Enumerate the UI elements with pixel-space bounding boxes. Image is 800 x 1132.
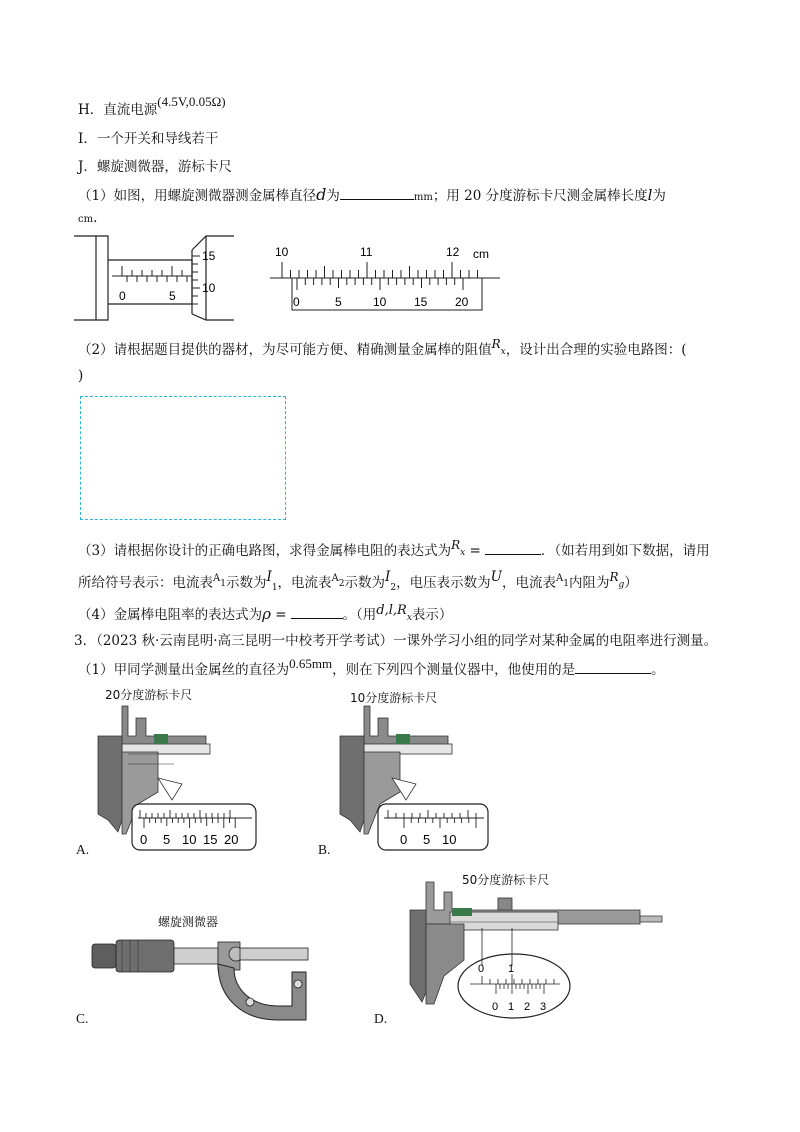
option-d-zoom-top-0: 0 <box>478 963 485 975</box>
q1-end: . <box>93 210 98 226</box>
q3-rg: R <box>609 570 619 584</box>
caliper-figure <box>270 244 505 316</box>
q3-ammeter-a1-2: A <box>555 573 564 584</box>
q1-unit-cm: cm <box>78 214 94 225</box>
caliper-main-label-10: 10 <box>275 245 289 259</box>
q3-u: U <box>490 569 502 585</box>
q3-close: ） <box>624 575 638 591</box>
q3-i1-sub: 1 <box>271 583 278 593</box>
q2-close: ) <box>78 368 84 384</box>
item-h-text: H．直流电源 <box>78 102 158 118</box>
option-a-zoom-label-15: 15 <box>203 832 218 847</box>
option-a-caliper <box>98 704 260 854</box>
q3-rx: R <box>451 538 461 552</box>
caliper-vernier-label-15: 15 <box>414 295 428 309</box>
q3-text-2: ．（如若用到如下数据，请用 <box>540 543 710 559</box>
option-c-micrometer <box>92 928 320 1028</box>
micrometer-main-label-0: 0 <box>119 289 126 303</box>
option-d-zoom-bottom-2: 2 <box>524 1001 531 1013</box>
q4-vars: d,l,R <box>376 603 407 618</box>
q1-text-3: ；用 20 分度游标卡尺测金属棒长度 <box>432 188 648 204</box>
q3-text-a: 所给符号表示：电流表 <box>78 575 213 591</box>
option-d-caption: 50分度游标卡尺 <box>462 873 550 887</box>
q1-var-l: l <box>647 186 653 204</box>
problem3-value: 0.65mm <box>289 656 333 671</box>
micrometer-thimble-label-10: 10 <box>202 281 216 295</box>
q3-text-b: 示数为 <box>225 575 267 591</box>
option-b-caption: 10分度游标卡尺 <box>350 691 438 705</box>
q1-text-1: （1）如图，用螺旋测微器测金属棒直径 <box>78 188 317 204</box>
caliper-main-label-11: 11 <box>360 245 373 259</box>
problem3-text-a: （1）甲同学测量出金属丝的直径为 <box>78 662 290 678</box>
caliper-unit-cm: cm <box>473 247 489 261</box>
q1-line-2[interactable] <box>78 207 97 230</box>
option-b-zoom-label-5: 5 <box>423 832 431 847</box>
q1-line <box>78 185 666 208</box>
option-c-label[interactable]: C. <box>76 1011 89 1026</box>
q3-text-d: 示数为 <box>344 575 386 591</box>
q4-text-1: （4）金属棒电阻率的表达式为 <box>78 607 263 623</box>
q2-text-2: ，设计出合理的实验电路图：( <box>505 342 687 358</box>
q1-text-4: 为 <box>652 188 666 204</box>
q2-text-1: （2）请根据题目提供的器材，为尽可能方便、精确测量金属棒的阻值 <box>78 342 492 358</box>
q3-i1: I <box>266 569 272 585</box>
micrometer-main-label-5: 5 <box>169 289 176 303</box>
q1-text-2: 为 <box>326 188 340 204</box>
q4-vars-sub: x <box>406 613 412 623</box>
q3-text-e: ，电压表示数为 <box>396 575 491 591</box>
problem3-blank[interactable] <box>575 659 651 674</box>
q3-text-1: （3）请根据你设计的正确电路图，求得金属棒电阻的表达式为 <box>78 543 452 559</box>
q3-i2: I <box>385 569 391 585</box>
caliper-main-label-12: 12 <box>446 245 460 259</box>
circuit-answer-box[interactable] <box>80 396 286 520</box>
problem3-title: 3．（2023 秋·云南昆明·高三昆明一中校考开学考试）一课外学习小组的同学对某种金属的电阻率进行测量。 <box>74 633 718 649</box>
option-d-label[interactable]: D. <box>374 1011 388 1026</box>
q3-line-1 <box>78 540 710 566</box>
caliper-vernier-label-0: 0 <box>293 295 300 309</box>
option-b-caliper <box>340 704 502 854</box>
q1-var-d: d <box>316 185 327 204</box>
option-a-zoom-label-10: 10 <box>182 832 197 847</box>
q4-line <box>78 604 452 630</box>
item-j: J．螺旋测微器，游标卡尺 <box>78 159 232 175</box>
q3-eq: = <box>465 543 481 559</box>
q3-rx-sub: x <box>460 548 466 558</box>
option-d-zoom-bottom-3: 3 <box>540 1001 547 1013</box>
option-c-caption: 螺旋测微器 <box>158 915 219 929</box>
item-h-spec: (4.5V,0.05Ω) <box>157 94 226 109</box>
q3-ammeter-a2: A <box>331 573 339 584</box>
q2-line <box>78 337 687 365</box>
q3-line-2 <box>78 569 638 598</box>
option-a-zoom-label-5: 5 <box>163 832 171 847</box>
q3-a2-sub: 2 <box>338 579 345 589</box>
caliper-vernier-label-5: 5 <box>335 295 342 309</box>
q3-a1-sub-2: 1 <box>563 579 569 589</box>
q4-rho: ρ <box>262 605 271 623</box>
option-d-zoom-top-1: 1 <box>508 963 515 975</box>
q4-text-2: 。（用 <box>342 607 377 623</box>
q4-text-3: 表示） <box>411 607 453 623</box>
caliper-vernier-label-10: 10 <box>373 295 387 309</box>
q2-var-r: R <box>491 337 501 351</box>
q4-blank[interactable] <box>291 604 343 619</box>
micrometer-figure <box>74 232 239 324</box>
q3-a1-sub: 1 <box>220 579 226 589</box>
q3-text-f: ，电流表 <box>501 575 556 591</box>
q4-eq: = <box>270 607 287 623</box>
option-a-zoom-label-0: 0 <box>140 832 148 847</box>
option-d-zoom-bottom-1: 1 <box>508 1001 515 1013</box>
micrometer-thimble-label-15: 15 <box>202 249 216 263</box>
caliper-vernier-label-20: 20 <box>455 295 469 309</box>
problem3-text-c: 。 <box>651 662 665 678</box>
q3-ammeter-a1: A <box>213 573 221 584</box>
option-b-zoom-label-0: 0 <box>400 832 408 847</box>
q3-text-c: ，电流表 <box>277 575 332 591</box>
problem3-sub1 <box>78 656 665 680</box>
q3-text-g: 内阻为 <box>568 575 610 591</box>
q1-unit-mm: mm <box>413 192 433 203</box>
option-a-zoom-label-20: 20 <box>224 832 239 847</box>
option-d-zoom-bottom-0: 0 <box>492 1001 499 1013</box>
option-a-label[interactable]: A. <box>76 842 90 857</box>
option-b-zoom-label-10: 10 <box>442 832 457 847</box>
q3-i2-sub: 2 <box>390 583 397 593</box>
problem3-text-b: ，则在下列四个测量仪器中，他使用的是 <box>332 662 576 678</box>
option-d-caliper <box>410 880 668 1022</box>
q2-var-sub: x <box>500 347 506 357</box>
q3-rg-sub: g <box>618 580 625 590</box>
item-h <box>78 94 226 120</box>
option-a-caption: 20分度游标卡尺 <box>105 688 193 702</box>
item-i: I．一个开关和导线若干 <box>78 131 219 147</box>
q3-blank[interactable] <box>485 540 541 555</box>
q1-blank-d[interactable] <box>340 185 414 200</box>
option-b-label[interactable]: B. <box>318 842 331 857</box>
